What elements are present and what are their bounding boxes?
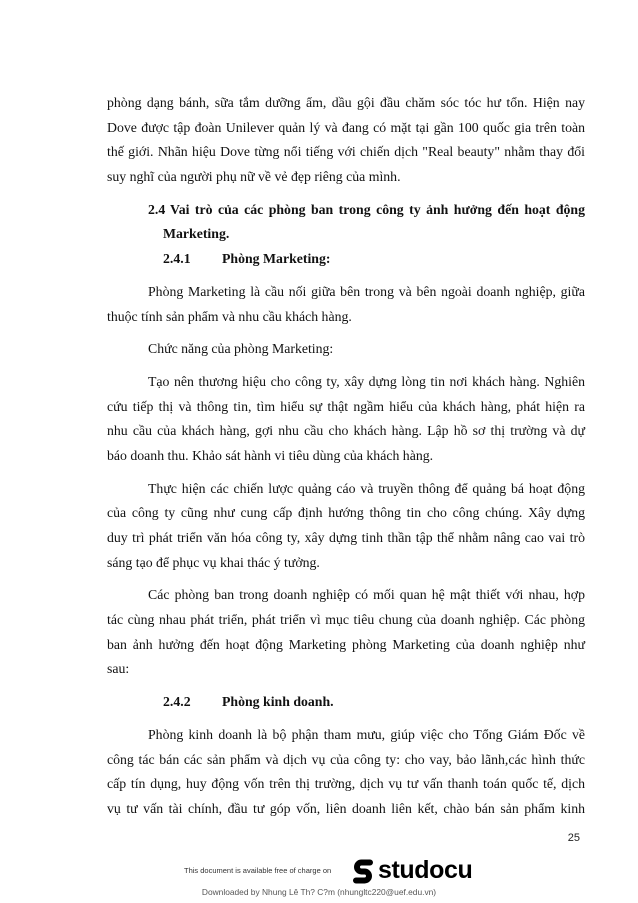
text-line: Dove được tập đoàn Unilever quản lý và đang có mặt tại gần 100 quốc gia trên toàn	[107, 119, 585, 135]
page-body	[107, 91, 585, 830]
text-line: Tạo nên thương hiệu cho công ty, xây dựng lòng tin nơi khách hàng. Nghiên	[148, 373, 585, 389]
subsection-number: 2.4.1	[163, 251, 191, 267]
studocu-logo-icon	[352, 856, 374, 884]
text-line: của công ty cũng như cung cấp định hướng thông tin cho công chúng. Xây dựng	[107, 505, 585, 521]
page-number: 25	[567, 832, 580, 844]
text-line: sau:	[107, 661, 130, 677]
paragraph	[107, 477, 585, 576]
text-line: công tác bán các sản phẩm và dịch vụ của công ty: cho vay, bảo lãnh,các hình thức	[107, 751, 585, 767]
section-title-line: Marketing.	[163, 226, 230, 242]
text-line: duy trì phát triển văn hóa công ty, xây dựng tinh thần tập thể nhằm nâng cao vai trò	[107, 530, 585, 545]
paragraph	[107, 370, 585, 469]
text-line: phòng dạng bánh, sữa tắm dưỡng ẩm, dầu gội đầu chăm sóc tóc hư tổn. Hiện nay	[107, 95, 585, 110]
text-line: Các phòng ban trong doanh nghiệp có mối quan hệ mật thiết với nhau, hợp	[148, 587, 585, 603]
subsection-title: Phòng Marketing:	[222, 251, 331, 267]
text-line: tác cùng nhau phát triển, phát triển vì mục tiêu chung của doanh nghiệp. Các phòng	[107, 612, 585, 628]
section-number: 2.4	[148, 201, 166, 217]
paragraph	[107, 91, 585, 190]
text-line: Thực hiện các chiến lược quảng cáo và truyền thông để quảng bá hoạt động	[148, 480, 585, 496]
subsection-heading	[107, 247, 585, 272]
subsection-heading-line	[107, 690, 585, 715]
text-line: thế giới. Nhãn hiệu Dove từng nổi tiếng với chiến dịch "Real beauty" nhằm thay đổi	[107, 144, 585, 160]
subsection-heading-line	[107, 247, 585, 272]
text-line: thuộc tính sản phẩm và nhu cầu khách hàng.	[107, 308, 352, 324]
text-line: sáng tạo để phục vụ khai thác ý tưởng.	[107, 554, 320, 570]
text-line: Chức năng của phòng Marketing:	[148, 341, 334, 357]
section-title-line: Vai trò của các phòng ban trong công ty ảnh hưởng đến hoạt động	[170, 201, 585, 217]
paragraph	[107, 723, 585, 822]
text-line: Phòng Marketing là cầu nối giữa bên trong và bên ngoài doanh nghiệp, giữa	[148, 283, 585, 299]
footer-availability-text: This document is available free of charge on	[184, 866, 332, 875]
text-line: ban ảnh hưởng đến hoạt động Marketing phòng Marketing của doanh nghiệp như	[107, 636, 585, 652]
paragraph	[107, 280, 585, 329]
text-line: cấp tín dụng, huy động vốn trên thị trường, dịch vụ tư vấn thanh toán quốc tế, dịch	[107, 776, 585, 792]
text-line: Phòng kinh doanh là bộ phận tham mưu, giúp việc cho Tổng Giám Đốc về	[148, 726, 585, 742]
section-heading	[107, 198, 585, 247]
download-notice: Downloaded by Nhung Lê Th? C?m (nhungltc220@uef.edu.vn)	[201, 887, 437, 897]
subsection-number: 2.4.2	[163, 694, 191, 710]
section-heading-line	[107, 198, 585, 223]
text-line: vụ tư vấn tài chính, đầu tư góp vốn, liên doanh liên kết, chào bán sản phẩm kinh	[107, 800, 585, 816]
text-line: cứu tiếp thị và thông tin, tìm hiểu sự thật ngầm hiểu của khách hàng, phát hiện ra	[107, 398, 585, 414]
studocu-wordmark: studocu	[378, 856, 473, 884]
paragraph	[107, 337, 585, 362]
text-line: suy nghĩ của người phụ nữ về vẻ đẹp riêng của mình.	[107, 169, 401, 185]
studocu-logo[interactable]	[352, 856, 472, 884]
text-line: nhu cầu của khách hàng, gợi nhu cầu cho khách hàng. Lập hồ sơ thị trường và dự	[107, 423, 585, 439]
subsection-title: Phòng kinh doanh.	[222, 694, 334, 710]
paragraph	[107, 583, 585, 682]
subsection-heading	[107, 690, 585, 715]
text-line: báo doanh thu. Khảo sát hành vi tiêu dùng của khách hàng.	[107, 447, 434, 463]
